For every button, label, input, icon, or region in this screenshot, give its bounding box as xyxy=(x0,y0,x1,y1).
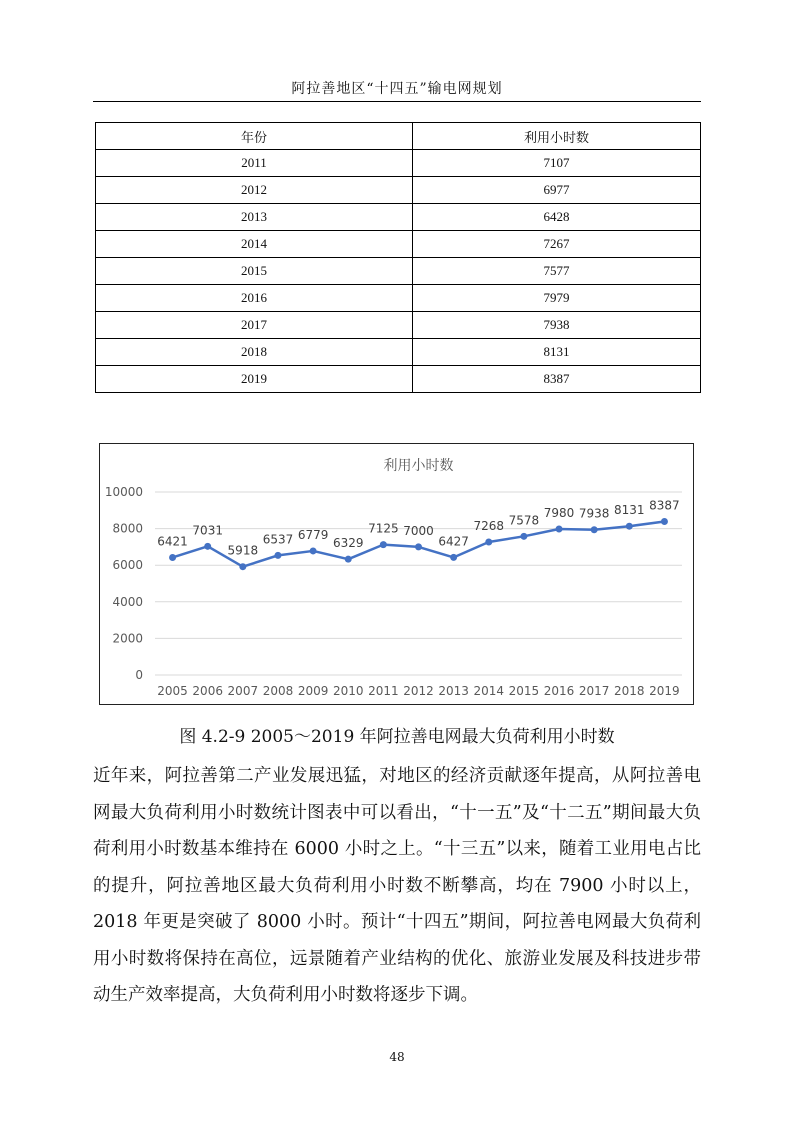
table-header-row xyxy=(96,123,701,150)
header-rule xyxy=(93,101,701,102)
x-tick-label: 2018 xyxy=(614,684,645,698)
hours-cell: 7938 xyxy=(413,312,701,339)
figure-caption: 图 4.2-9 2005～2019 年阿拉善电网最大负荷利用小时数 xyxy=(179,727,615,747)
data-point xyxy=(274,552,281,559)
body-paragraph: 近年来，阿拉善第二产业发展迅猛，对地区的经济贡献逐年提高，从阿拉善电网最大负荷利用小时数统计图表中可以看出，“十一五”及“十二五”期间最大负荷利用小时数基本维持在 6000 小时之上。“十三五”以来，随着工业用电占比的提升，阿拉善地区最大负荷利用小时数不断攀高，均在 7900 小时以上，2018 年更是突破了 8000 小时。预计“十四五”期间，阿拉善电网最大负荷利用小时数将保持在高位，远景随着产业结构的优化、旅游业发展及科技进步带动生产效率提高，大负荷利用小时数将逐步下调。 xyxy=(93,766,701,1005)
year-cell: 2015 xyxy=(96,258,413,285)
data-point xyxy=(626,523,633,530)
x-tick-label: 2016 xyxy=(543,684,575,698)
y-tick-label: 4000 xyxy=(112,594,143,609)
data-label: 7938 xyxy=(578,506,610,521)
hours-cell: 8387 xyxy=(413,366,701,393)
page-number: 48 xyxy=(389,1050,405,1064)
data-label: 8131 xyxy=(614,503,645,518)
hours-cell: 7577 xyxy=(413,258,701,285)
chart-title: 利用小时数 xyxy=(383,458,454,474)
year-cell: 2017 xyxy=(96,312,413,339)
data-label: 7578 xyxy=(508,513,540,528)
data-label: 7125 xyxy=(368,521,399,536)
line-chart xyxy=(100,444,695,706)
data-point xyxy=(239,563,246,570)
year-cell: 2016 xyxy=(96,285,413,312)
hours-table xyxy=(95,122,701,393)
year-cell: 2011 xyxy=(96,150,413,177)
table-row xyxy=(96,339,701,366)
data-point xyxy=(556,525,563,532)
data-point xyxy=(450,554,457,561)
chart-frame xyxy=(99,443,694,705)
hours-cell: 7107 xyxy=(413,150,701,177)
x-tick-label: 2008 xyxy=(262,684,294,698)
table-row xyxy=(96,150,701,177)
data-label: 8387 xyxy=(649,498,680,513)
hours-cell: 7979 xyxy=(413,285,701,312)
x-tick-label: 2013 xyxy=(438,684,469,698)
year-cell: 2014 xyxy=(96,231,413,258)
data-label: 6779 xyxy=(297,527,329,542)
hours-cell: 6977 xyxy=(413,177,701,204)
data-label: 6427 xyxy=(438,534,469,549)
table-row xyxy=(96,366,701,393)
year-cell: 2019 xyxy=(96,366,413,393)
data-label: 5918 xyxy=(227,543,259,558)
x-tick-label: 2015 xyxy=(508,684,540,698)
data-point xyxy=(204,543,211,550)
data-point xyxy=(591,526,598,533)
year-cell: 2018 xyxy=(96,339,413,366)
data-label: 6421 xyxy=(157,534,188,549)
data-point xyxy=(661,518,668,525)
table-row xyxy=(96,204,701,231)
page-header: 阿拉善地区“十四五”输电网规划 xyxy=(291,81,503,97)
x-tick-label: 2005 xyxy=(157,684,188,698)
data-label: 7000 xyxy=(403,523,434,538)
hours-cell: 7267 xyxy=(413,231,701,258)
hours-cell: 8131 xyxy=(413,339,701,366)
data-point xyxy=(415,543,422,550)
data-point xyxy=(169,554,176,561)
col-header-year: 年份 xyxy=(96,123,413,150)
year-cell: 2013 xyxy=(96,204,413,231)
table-row xyxy=(96,285,701,312)
table-row xyxy=(96,258,701,285)
data-label: 7031 xyxy=(192,523,223,538)
x-tick-label: 2009 xyxy=(297,684,329,698)
table-row xyxy=(96,177,701,204)
x-tick-label: 2019 xyxy=(649,684,680,698)
data-point xyxy=(485,538,492,545)
hours-cell: 6428 xyxy=(413,204,701,231)
x-tick-label: 2006 xyxy=(192,684,223,698)
x-tick-label: 2014 xyxy=(473,684,505,698)
y-tick-label: 0 xyxy=(135,668,143,682)
x-tick-label: 2017 xyxy=(578,684,610,698)
table-row xyxy=(96,231,701,258)
x-tick-label: 2007 xyxy=(227,684,259,698)
x-tick-label: 2012 xyxy=(403,684,434,698)
x-tick-label: 2011 xyxy=(368,684,399,698)
data-point xyxy=(345,556,352,563)
y-tick-label: 10000 xyxy=(104,485,143,499)
y-tick-label: 2000 xyxy=(112,631,143,646)
data-label: 7980 xyxy=(543,505,575,520)
table-row xyxy=(96,312,701,339)
data-label: 7268 xyxy=(473,518,505,533)
data-point xyxy=(380,541,387,548)
year-cell: 2012 xyxy=(96,177,413,204)
x-tick-label: 2010 xyxy=(332,684,364,698)
data-point xyxy=(310,547,317,554)
data-label: 6329 xyxy=(332,536,364,551)
data-point xyxy=(520,533,527,540)
y-tick-label: 8000 xyxy=(112,521,143,536)
col-header-hours: 利用小时数 xyxy=(413,123,701,150)
y-tick-label: 6000 xyxy=(112,558,143,573)
data-label: 6537 xyxy=(262,532,294,547)
